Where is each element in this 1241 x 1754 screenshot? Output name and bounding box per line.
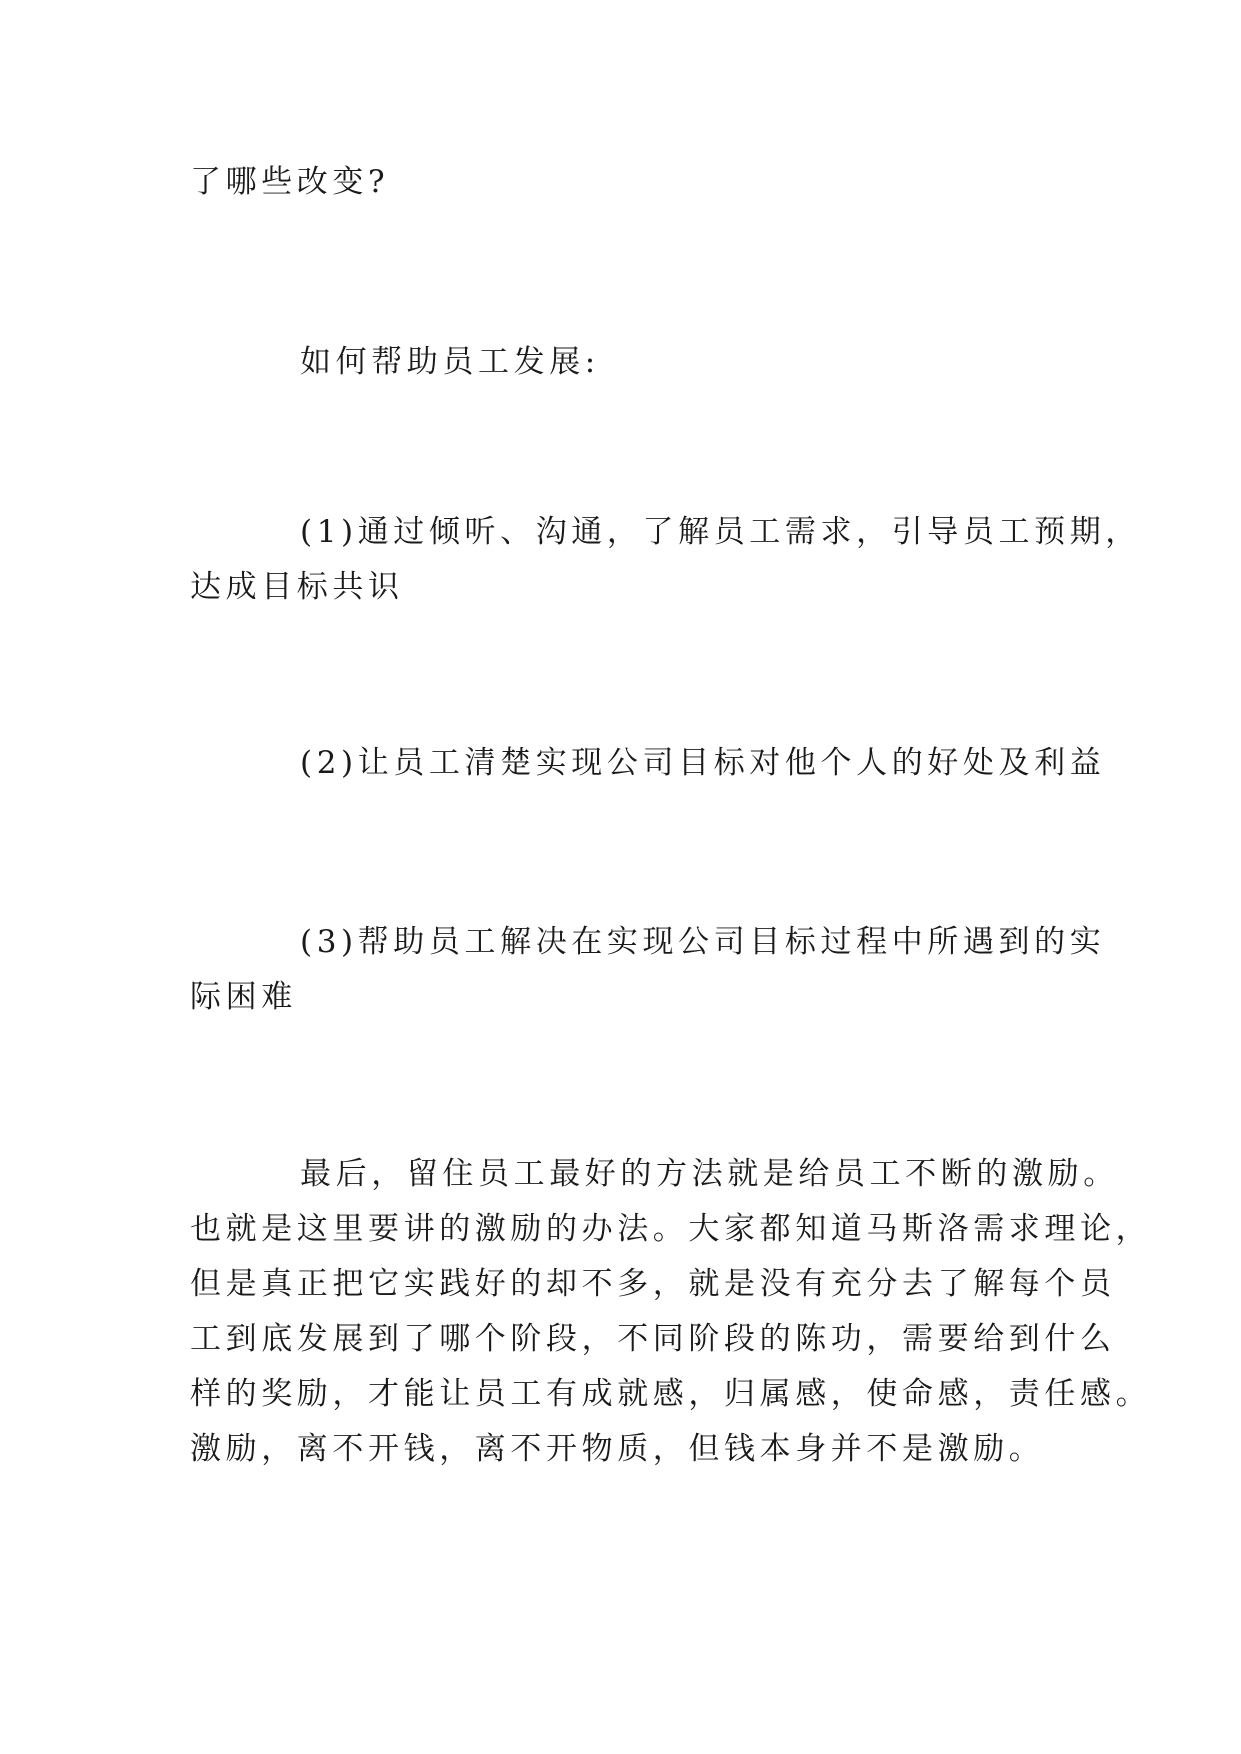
list-item-1-line-1: (1)通过倾听、沟通，了解员工需求，引导员工预期， <box>300 514 1141 550</box>
list-item-3-line-2: 际困难 <box>190 979 297 1015</box>
list-item-1-line-2: 达成目标共识 <box>190 569 404 605</box>
list-item-2-line-1: (2)让员工清楚实现公司目标对他个人的好处及利益 <box>300 745 1106 781</box>
final-paragraph-line-5: 样的奖励，才能让员工有成就感，归属感，使命感，责任感。 <box>190 1376 1152 1412</box>
paragraph-continuation-line-1: 了哪些改变? <box>190 164 390 200</box>
final-paragraph-line-3: 但是真正把它实践好的却不多，就是没有充分去了解每个员 <box>190 1266 1116 1302</box>
final-paragraph-line-6: 激励，离不开钱，离不开物质，但钱本身并不是激励。 <box>190 1431 1045 1467</box>
final-paragraph-line-1: 最后，留住员工最好的方法就是给员工不断的激励。 <box>300 1156 1119 1192</box>
section-heading-help-employees: 如何帮助员工发展: <box>300 344 600 380</box>
final-paragraph-line-4: 工到底发展到了哪个阶段，不同阶段的陈功，需要给到什么 <box>190 1321 1116 1357</box>
list-item-3-line-1: (3)帮助员工解决在实现公司目标过程中所遇到的实 <box>300 924 1106 960</box>
final-paragraph-line-2: 也就是这里要讲的激励的办法。大家都知道马斯洛需求理论， <box>190 1211 1152 1247</box>
